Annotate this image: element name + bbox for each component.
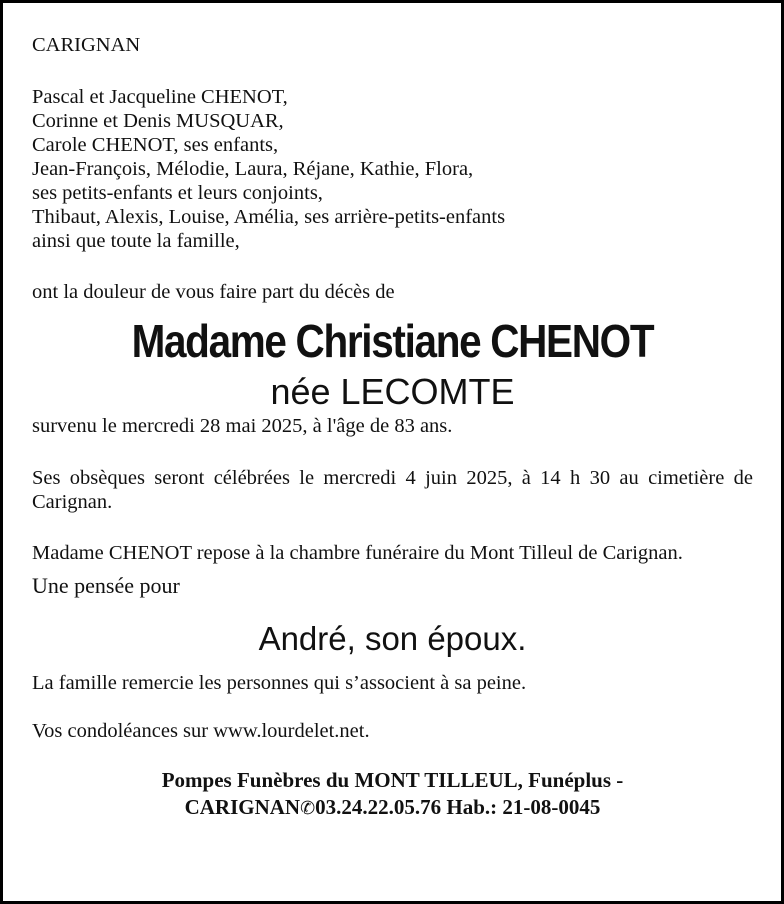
family-line: ainsi que toute la famille, [32,230,240,252]
thought-intro: Une pensée pour [32,573,180,598]
funeral-home-phone: 03.24.22.05.76 [315,795,442,819]
funeral-home-city: CARIGNAN [184,795,301,819]
family-line: Thibaut, Alexis, Louise, Amélia, ses arrière-petits-enfants [32,206,506,228]
place-heading: CARIGNAN [32,34,141,56]
family-list [32,85,753,253]
spouse-mention: André, son époux. [258,620,527,657]
thanks-message: La famille remercie les personnes qui s’associent à sa peine. [32,672,527,694]
funeral-home-habilitation: Hab.: 21-08-0045 [446,795,601,819]
family-line: Jean-François, Mélodie, Laura, Réjane, Kathie, Flora, [32,158,474,180]
funeral-home-contact [32,794,753,822]
announcement-intro: ont la douleur de vous faire part du décès de [32,281,395,303]
family-line: Carole CHENOT, ses enfants, [32,134,279,156]
reposing-details: Madame CHENOT repose à la chambre funéraire du Mont Tilleul de Carignan. [32,542,683,564]
family-line: Corinne et Denis MUSQUAR, [32,110,284,132]
deceased-block [32,312,753,414]
funeral-home-footer [32,767,753,822]
family-line: ses petits-enfants et leurs conjoints, [32,182,323,204]
maiden-name: née LECOMTE [270,371,515,412]
death-date: survenu le mercredi 28 mai 2025, à l'âge de 83 ans. [32,415,453,437]
deceased-name: Madame Christiane CHENOT [131,315,654,367]
funeral-home-name: Pompes Funèbres du MONT TILLEUL, Funéplus - [161,768,624,792]
condolences-link: Vos condoléances sur www.lourdelet.net. [32,720,370,742]
phone-icon: ✆ [300,798,316,819]
family-line: Pascal et Jacqueline CHENOT, [32,86,288,108]
funeral-details: Ses obsèques seront célébrées le mercredi 4 juin 2025, à 14 h 30 au cimetière de Carignan. [32,467,753,513]
